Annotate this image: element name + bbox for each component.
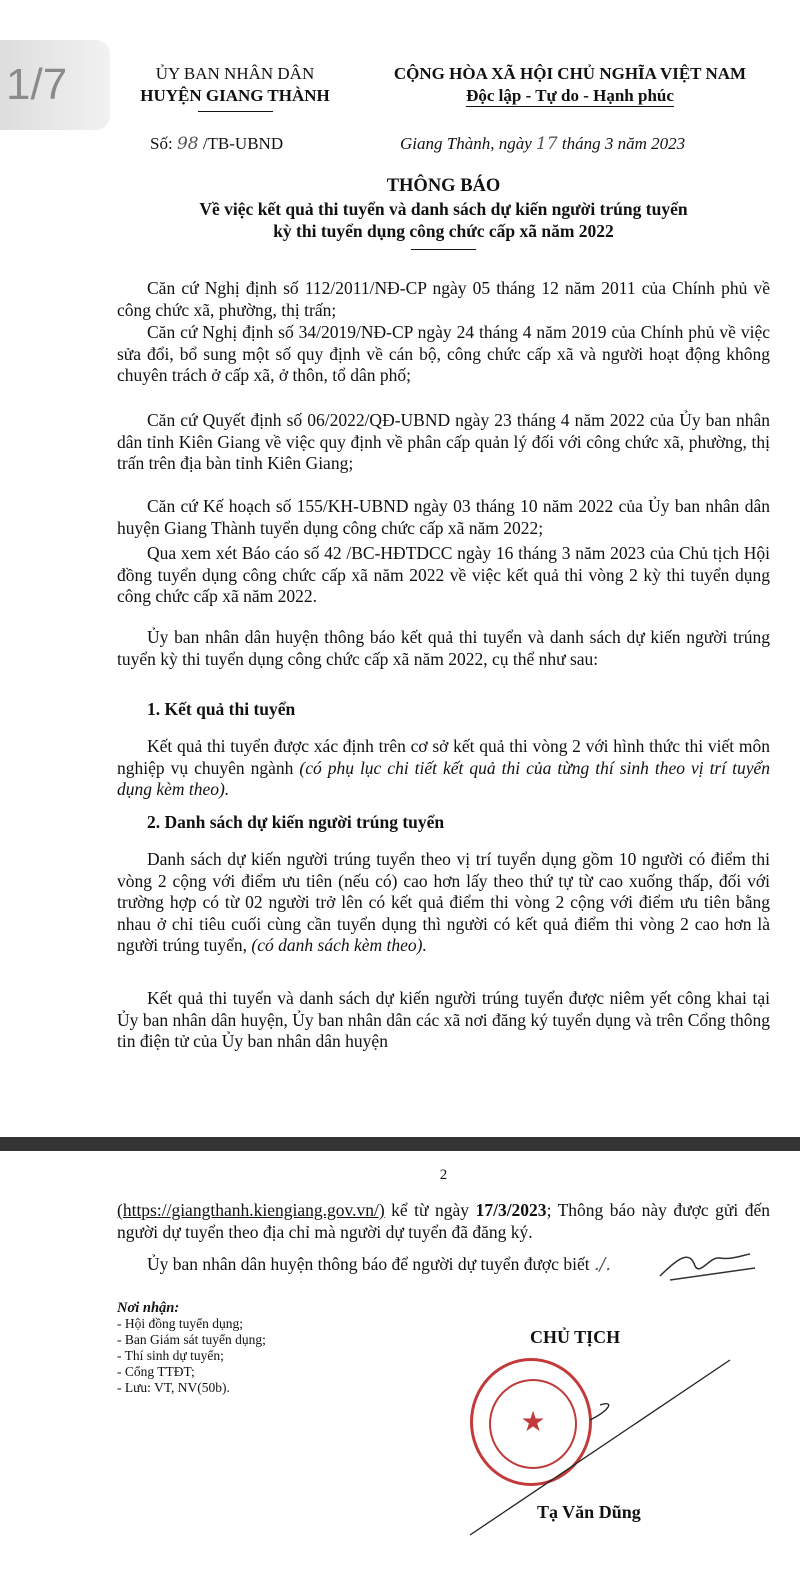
recipient-item: - Hội đồng tuyển dụng; bbox=[117, 1316, 243, 1331]
title-main: THÔNG BÁO bbox=[386, 176, 501, 196]
star-icon: ★ bbox=[520, 1407, 546, 1438]
paragraph-results bbox=[117, 736, 770, 801]
recipients-label: Nơi nhận: bbox=[117, 1300, 180, 1316]
issuing-org bbox=[120, 63, 350, 112]
candidate-list-text: Danh sách dự kiến người trúng tuyển theo vị trí tuyển dụng gồm 10 người có điểm thi vòng 2 cộng với điểm ưu tiên (nếu có) cao hơn lấy theo thứ tự từ cao xuống thấp, đối với trường hợp có từ 02 người trở lên có kết quả điểm thi vòng 2 cộng với điểm ưu tiên bằng nhau ở chỉ tiêu cuối cùng cần tuyển dụng thì người có kết quả điểm thi vòng 2 cao hơn là người trúng tuyển, bbox=[117, 849, 770, 955]
candidate-list-note: (có danh sách kèm theo). bbox=[251, 935, 427, 955]
signer-title: CHỦ TỊCH bbox=[530, 1327, 621, 1347]
title-underline bbox=[411, 249, 476, 250]
org-line1: ỦY BAN NHÂN DÂN bbox=[155, 64, 315, 83]
paragraph-legal-basis-3: Căn cứ Quyết định số 06/2022/QĐ-UBND ngày 23 tháng 4 năm 2022 của Ủy ban nhân dân tỉnh Kiên Giang về việc quy định về phân cấp quản lý đối với công chức xã, phường, thị trấn trên địa bàn tỉnh Kiên Giang; bbox=[117, 410, 770, 473]
place-date-suffix: tháng 3 năm 2023 bbox=[561, 134, 686, 153]
title-sub2: kỳ thi tuyển dụng công chức cấp xã năm 2022 bbox=[273, 221, 614, 241]
page-indicator: 1/7 bbox=[0, 40, 110, 130]
recipient-item: - Lưu: VT, NV(50b). bbox=[117, 1380, 230, 1395]
portal-link[interactable]: (https://giangthanh.kiengiang.gov.vn/) bbox=[117, 1200, 385, 1220]
paragraph-legal-basis-1: Căn cứ Nghị định số 112/2011/NĐ-CP ngày 05 tháng 12 năm 2011 của Chính phủ về công chức xã, phường, thị trấn; bbox=[117, 278, 770, 320]
p2-text-a: kể từ ngày bbox=[384, 1200, 476, 1220]
document-number bbox=[150, 134, 283, 154]
results-note: (có phụ lục chi tiết kết quả thi của từng thí sinh theo vị trí tuyển dụng kèm theo). bbox=[117, 757, 770, 799]
section-heading-2: 2. Danh sách dự kiến người trúng tuyển bbox=[147, 812, 445, 832]
number-suffix: /TB-UBND bbox=[202, 134, 284, 153]
recipient-item: - Cổng TTĐT; bbox=[117, 1364, 195, 1379]
signer-name: Tạ Văn Dũng bbox=[537, 1502, 641, 1522]
place-date bbox=[400, 134, 685, 154]
section-heading-1: 1. Kết quả thi tuyển bbox=[147, 699, 296, 719]
page-number: 2 bbox=[439, 1167, 448, 1183]
national-header bbox=[370, 63, 770, 107]
number-handwritten: 98 bbox=[176, 134, 199, 154]
place-date-prefix: Giang Thành, ngày bbox=[400, 134, 532, 153]
results-text: Kết quả thi tuyển được xác định trên cơ sở kết quả thi vòng 2 với hình thức thi viết môn nghiệp vụ chuyên ngành bbox=[117, 736, 770, 778]
date-handwritten: 17 bbox=[536, 134, 558, 154]
title-sub1: Về việc kết quả thi tuyển và danh sách dự kiến người trúng tuyển bbox=[199, 198, 688, 219]
document-title bbox=[117, 175, 770, 250]
paragraph-page2-publication bbox=[117, 1200, 770, 1243]
paragraph-announcement: Ủy ban nhân dân huyện thông báo kết quả thi tuyển và danh sách dự kiến người trúng tuyển kỳ thi tuyển dụng công chức cấp xã năm 2022, cụ thể như sau: bbox=[117, 627, 770, 669]
recipients-block bbox=[117, 1300, 266, 1396]
closing-text: Ủy ban nhân dân huyện thông báo để người dự tuyển được biết bbox=[147, 1254, 590, 1274]
nation-line1: CỘNG HÒA XÃ HỘI CHỦ NGHĨA VIỆT NAM bbox=[393, 64, 747, 83]
paragraph-report: Qua xem xét Báo cáo số 42 /BC-HĐTDCC ngày 16 tháng 3 năm 2023 của Chủ tịch Hội đồng tuyển dụng công chức cấp xã năm 2022 về việc kết quả thi vòng 2 kỳ thi tuyển dụng công chức cấp xã năm 2022. bbox=[117, 543, 770, 606]
number-label: Số: bbox=[150, 134, 173, 153]
org-underline bbox=[198, 111, 273, 112]
paragraph-candidate-list bbox=[117, 849, 770, 957]
page-divider bbox=[0, 1137, 800, 1151]
paragraph-publication: Kết quả thi tuyển và danh sách dự kiến người trúng tuyển được niêm yết công khai tại Ủy ban nhân dân huyện, Ủy ban nhân dân các xã nơi đăng ký tuyển dụng và trên Cổng thông tin điện tử của Ủy ban nhân dân huyện bbox=[117, 988, 770, 1051]
paragraph-legal-basis-4: Căn cứ Kế hoạch số 155/KH-UBND ngày 03 tháng 10 năm 2022 của Ủy ban nhân dân huyện Giang Thành tuyển dụng công chức cấp xã năm 2022; bbox=[117, 496, 770, 538]
recipient-item: - Ban Giám sát tuyển dụng; bbox=[117, 1332, 266, 1347]
nation-motto: Độc lập - Tự do - Hạnh phúc bbox=[466, 86, 674, 105]
paragraph-legal-basis-2: Căn cứ Nghị định số 34/2019/NĐ-CP ngày 24 tháng 4 năm 2019 của Chính phủ về việc sửa đổi, bổ sung một số quy định về cán bộ, công chức cấp xã và người hoạt động không chuyên trách ở cấp xã, ở thôn, tổ dân phố; bbox=[117, 322, 770, 385]
recipient-item: - Thí sinh dự tuyển; bbox=[117, 1348, 224, 1363]
closing-mark: ./. bbox=[593, 1255, 611, 1275]
publication-date: 17/3/2023 bbox=[475, 1200, 547, 1220]
initial-signature bbox=[650, 1246, 760, 1286]
org-line2: HUYỆN GIANG THÀNH bbox=[140, 86, 330, 105]
p2-text-b: ; Thông báo này được gửi đến người dự tuyển theo địa chỉ mà người dự tuyển đã đăng ký. bbox=[117, 1200, 770, 1242]
